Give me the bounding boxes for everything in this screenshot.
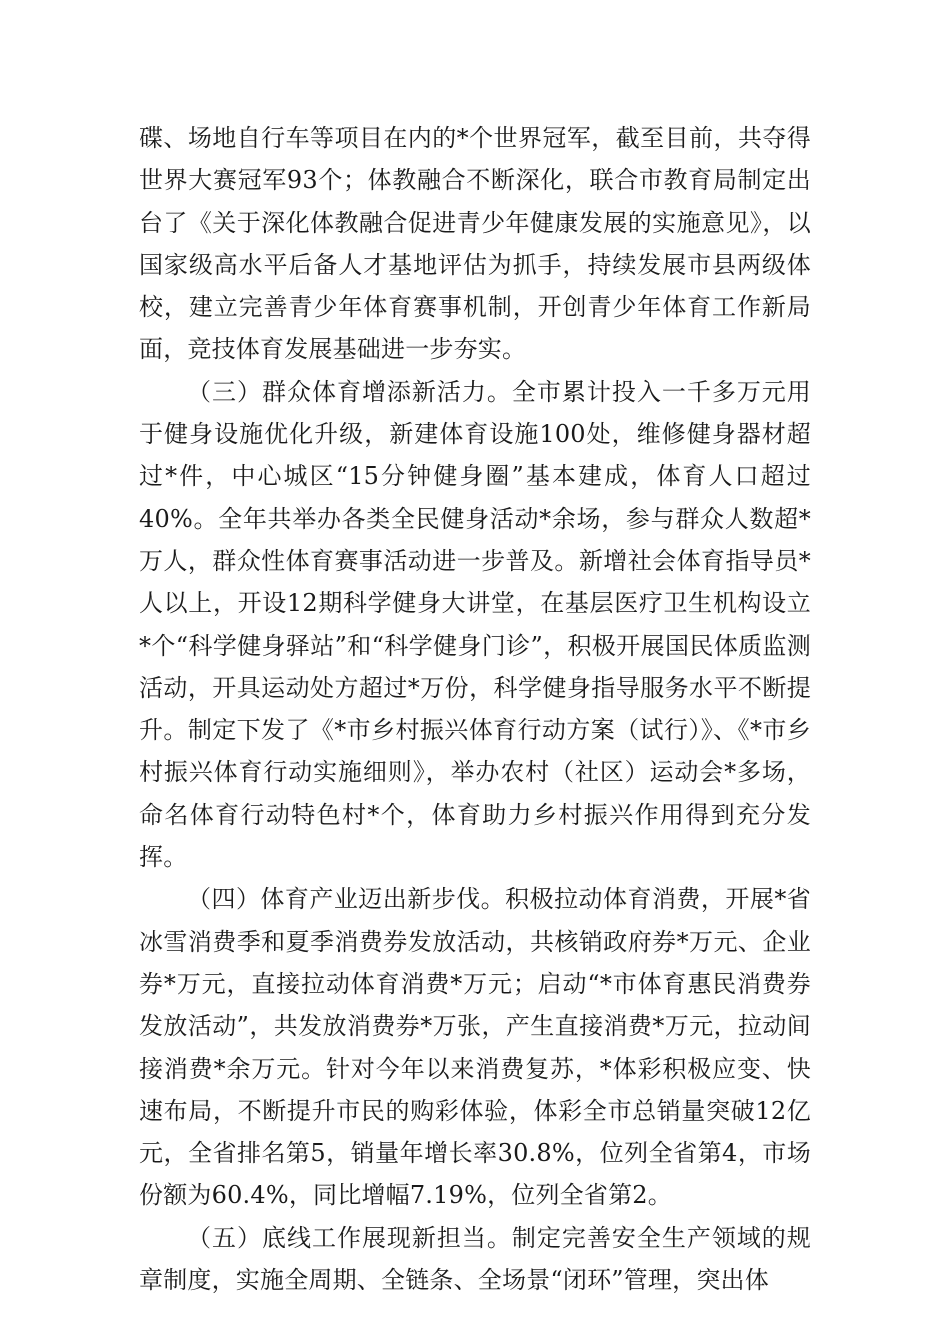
paragraph-sports-industry: （四）体育产业迈出新步伐。积极拉动体育消费，开展*省冰雪消费季和夏季消费券发放活动，共核销政府券*万元、企业券*万元，直接拉动体育消费*万元；启动“*市体育惠民消费券发放活动”，共发放消费券*万张，产生直接消费*万元，拉动间接消费*余万元。针对今年以来消费复苏，*体彩积极应变、快速布局，不断提升市民的购彩体验，体彩全市总销量突破12亿元，全省排名第5，销量年增长率30.8%，位列全省第4，市场份额为60.4%，同比增幅7.19%，位列全省第2。 <box>139 885 811 1210</box>
paragraph-continuation: 碟、场地自行车等项目在内的*个世界冠军，截至目前，共夺得世界大赛冠军93个；体教融合不断深化，联合市教育局制定出台了《关于深化体教融合促进青少年健康发展的实施意见》，以国家级高水平后备人才基地评估为抓手，持续发展市县两级体校，建立完善青少年体育赛事机制，开创青少年体育工作新局面，竞技体育发展基础进一步夯实。 <box>139 124 811 364</box>
document-body <box>139 117 811 1301</box>
paragraph-bottom-line-work: （五）底线工作展现新担当。制定完善安全生产领域的规章制度，实施全周期、全链条、全场景“闭环”管理，突出体 <box>139 1223 811 1295</box>
paragraph-mass-sports: （三）群众体育增添新活力。全市累计投入一千多万元用于健身设施优化升级，新建体育设施100处，维修健身器材超过*件，中心城区“15分钟健身圈”基本建成，体育人口超过40%。全年共举办各类全民健身活动*余场，参与群众人数超*万人，群众性体育赛事活动进一步普及。新增社会体育指导员*人以上，开设12期科学健身大讲堂，在基层医疗卫生机构设立*个“科学健身驿站”和“科学健身门诊”，积极开展国民体质监测活动，开具运动处方超过*万份，科学健身指导服务水平不断提升。制定下发了《*市乡村振兴体育行动方案（试行）》、《*市乡村振兴体育行动实施细则》，举办农村（社区）运动会*多场，命名体育行动特色村*个，体育助力乡村振兴作用得到充分发挥。 <box>139 377 811 872</box>
